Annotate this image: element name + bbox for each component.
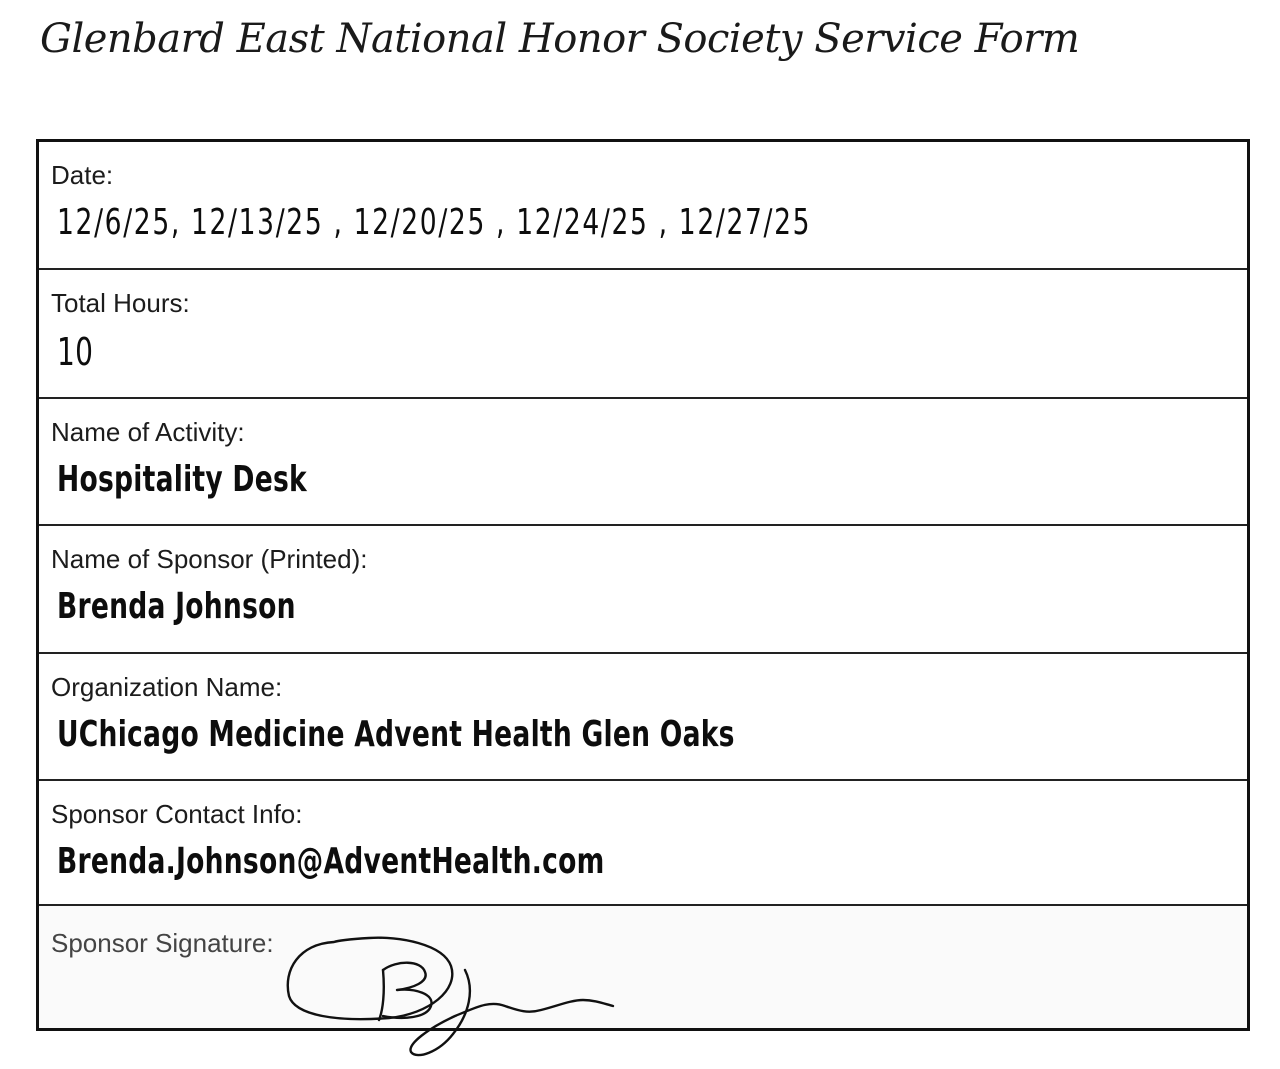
contact-info-row xyxy=(39,781,1247,906)
signature-row xyxy=(39,906,1247,1028)
signature-label: Sponsor Signature: xyxy=(51,928,274,958)
total-hours-row xyxy=(39,270,1247,399)
date-value[interactable]: 12/6/25, 12/13/25 , 12/20/25 , 12/24/25 , 12/27/25 xyxy=(57,202,812,243)
sponsor-name-value[interactable]: Brenda Johnson xyxy=(57,586,296,627)
sponsor-name-row xyxy=(39,526,1247,654)
signature-drawing[interactable] xyxy=(279,930,659,1060)
sponsor-name-label: Name of Sponsor (Printed): xyxy=(51,544,368,574)
activity-value[interactable]: Hospitality Desk xyxy=(57,459,307,500)
activity-row xyxy=(39,399,1247,526)
form-title: Glenbard East National Honor Society Service Form xyxy=(40,16,1080,62)
date-label: Date: xyxy=(51,160,114,190)
contact-info-value[interactable]: Brenda.Johnson@AdventHealth.com xyxy=(57,841,605,882)
organization-label: Organization Name: xyxy=(51,672,283,702)
organization-value[interactable]: UChicago Medicine Advent Health Glen Oaks xyxy=(57,714,735,755)
activity-label: Name of Activity: xyxy=(51,417,245,447)
contact-info-label: Sponsor Contact Info: xyxy=(51,799,303,829)
organization-row xyxy=(39,654,1247,781)
date-row xyxy=(39,142,1247,270)
service-form xyxy=(36,139,1250,1031)
total-hours-value[interactable]: 10 xyxy=(57,330,94,374)
total-hours-label: Total Hours: xyxy=(51,288,190,318)
